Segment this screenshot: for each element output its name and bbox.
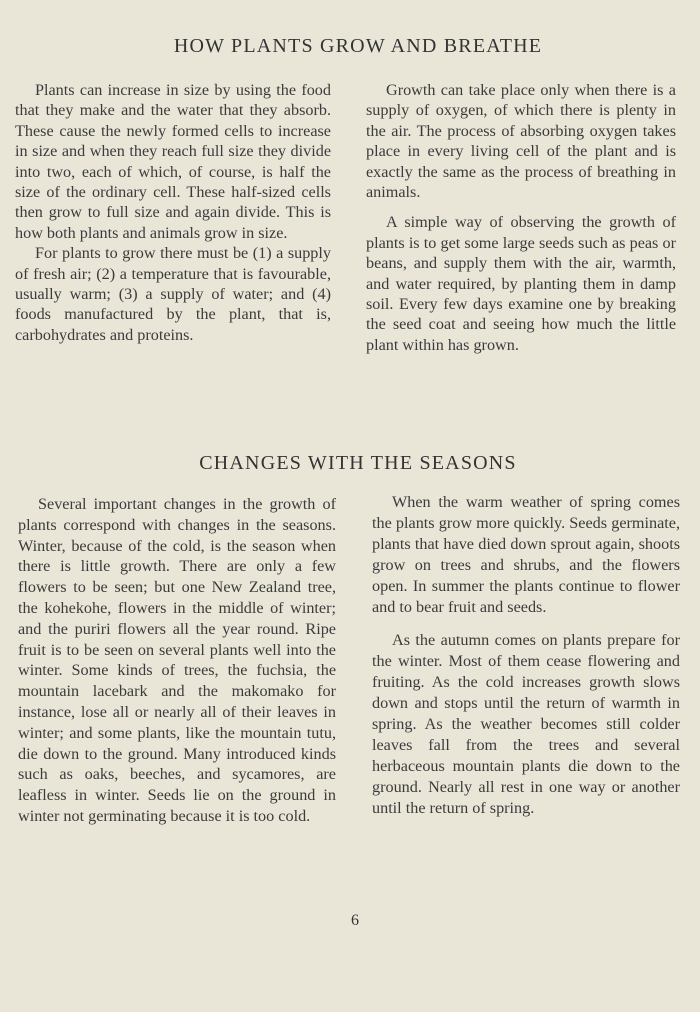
- section2-right-column: [372, 492, 680, 819]
- section1-right-column: [366, 80, 676, 355]
- section1-left-column: [15, 80, 331, 345]
- paragraph: A simple way of observing the growth of plants is to get some large seeds such as peas or beans, and supply them with the air, warmth, and water required, by planting them in damp soil. Every few days examine one by breaking the seed coat and seeing how much the little plant within has grown.: [366, 213, 676, 354]
- paragraph: When the warm weather of spring comes the plants grow more quickly. Seeds germinate, plants that have died down sprout again, shoots grow on trees and shrubs, and the flowers open. In summer the plants continue to flower and to bear fruit and seeds.: [372, 493, 680, 616]
- page-number: 6: [351, 912, 359, 929]
- section2-left-column: [18, 494, 336, 827]
- section-heading-how-plants-grow: HOW PLANTS GROW AND BREATHE: [173, 35, 543, 57]
- paragraph: Plants can increase in size by using the food that they make and the water that they absorb. These cause the newly formed cells to increase in size and when they reach full size they divide into two, each of which, of course, is half the size of the ordinary cell. These half-sized cells then grow to full size and again divide. This is how both plants and animals grow in size.: [15, 81, 331, 242]
- paragraph: For plants to grow there must be (1) a supply of fresh air; (2) a temperature that is favourable, usually warm; (3) a supply of water; and (4) foods manufactured by the plant, that is, carbohydrates and proteins.: [15, 244, 331, 344]
- paragraph: Several important changes in the growth of plants correspond with changes in the seasons. Winter, because of the cold, is the season when there is little growth. There are only a few flowers to be seen; but one New Zealand tree, the kohekohe, flowers in the middle of winter; and the puriri flowers all the year round. Ripe fruit is to be seen on several plants well into the winter. Some kinds of trees, the fuchsia, the mountain lacebark and the makomako for instance, lose all or nearly all of their leaves in winter; and some plants, like the mountain tutu, die down to the ground. Many introduced kinds such as oaks, beeches, and sycamores, are leafless in winter. Seeds lie on the ground in winter not germinating because it is too cold.: [18, 495, 336, 825]
- paragraph: Growth can take place only when there is a supply of oxygen, of which there is plenty in the air. The process of absorbing oxygen takes place in every living cell of the plant and is exactly the same as the process of breathing in animals.: [366, 81, 676, 202]
- section-heading-changes-with-seasons: CHANGES WITH THE SEASONS: [199, 452, 517, 474]
- paragraph: As the autumn comes on plants prepare for the winter. Most of them cease flowering and fruiting. As the cold increases growth slows down and stops until the return of warmth in spring. As the weather becomes still colder leaves fall from the trees and several herbaceous mountain plants die down to the ground. Nearly all rest in one way or another until the return of spring.: [372, 631, 680, 817]
